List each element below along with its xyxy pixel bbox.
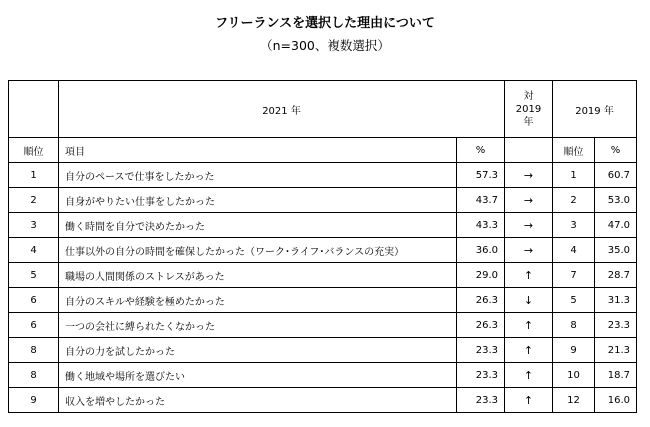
row-item: 働く時間を自分で決めたかった xyxy=(59,213,457,238)
subheader-rank-2019: 順位 xyxy=(553,138,595,163)
table-row xyxy=(9,288,637,313)
table-row xyxy=(9,238,637,263)
header-vs-line1: 対 xyxy=(523,90,534,102)
row-percent-2019: 16.0 xyxy=(595,388,637,413)
row-rank: 1 xyxy=(9,163,59,188)
row-rank: 2 xyxy=(9,188,59,213)
header-vs-line2: 2019 xyxy=(515,103,542,115)
row-rank-2019: 10 xyxy=(553,363,595,388)
row-rank: 6 xyxy=(9,288,59,313)
row-rank: 9 xyxy=(9,388,59,413)
subheader-rank: 順位 xyxy=(9,138,59,163)
table-row xyxy=(9,313,637,338)
header-2021: 2021 年 xyxy=(59,81,505,138)
table-row xyxy=(9,163,637,188)
header-vs-2019 xyxy=(505,81,553,138)
row-item: 働く地域や場所を選びたい xyxy=(59,363,457,388)
row-trend-arrow: ↑ xyxy=(505,363,553,388)
row-rank-2019: 12 xyxy=(553,388,595,413)
row-percent: 43.7 xyxy=(457,188,505,213)
row-percent: 23.3 xyxy=(457,388,505,413)
table-row xyxy=(9,363,637,388)
subheader-percent: % xyxy=(457,138,505,163)
row-percent-2019: 28.7 xyxy=(595,263,637,288)
row-item: 職場の人間関係のストレスがあった xyxy=(59,263,457,288)
row-rank: 3 xyxy=(9,213,59,238)
row-item: 収入を増やしたかった xyxy=(59,388,457,413)
subheader-trend-blank xyxy=(505,138,553,163)
header-blank-cell xyxy=(9,81,59,138)
row-trend-arrow: → xyxy=(505,238,553,263)
row-item: 自分の力を試したかった xyxy=(59,338,457,363)
table-row xyxy=(9,213,637,238)
row-rank: 5 xyxy=(9,263,59,288)
row-rank-2019: 2 xyxy=(553,188,595,213)
row-trend-arrow: ↑ xyxy=(505,338,553,363)
row-percent: 43.3 xyxy=(457,213,505,238)
subheader-percent-2019: % xyxy=(595,138,637,163)
row-trend-arrow: ↓ xyxy=(505,288,553,313)
row-rank: 8 xyxy=(9,363,59,388)
row-percent-2019: 23.3 xyxy=(595,313,637,338)
row-rank-2019: 7 xyxy=(553,263,595,288)
row-item: 仕事以外の自分の時間を確保したかった（ワーク･ライフ･バランスの充実） xyxy=(59,238,457,263)
row-item: 自分のスキルや経験を極めたかった xyxy=(59,288,457,313)
row-percent: 57.3 xyxy=(457,163,505,188)
row-trend-arrow: ↑ xyxy=(505,263,553,288)
row-rank: 8 xyxy=(9,338,59,363)
row-percent-2019: 47.0 xyxy=(595,213,637,238)
row-trend-arrow: ↑ xyxy=(505,313,553,338)
subheader-item: 項目 xyxy=(59,138,457,163)
row-percent: 23.3 xyxy=(457,338,505,363)
row-item: 一つの会社に縛られたくなかった xyxy=(59,313,457,338)
row-percent-2019: 35.0 xyxy=(595,238,637,263)
row-percent: 29.0 xyxy=(457,263,505,288)
page-subtitle: （n=300、複数選択） xyxy=(260,38,390,53)
table-row xyxy=(9,338,637,363)
header-2019: 2019 年 xyxy=(553,81,637,138)
row-rank-2019: 9 xyxy=(553,338,595,363)
row-percent: 36.0 xyxy=(457,238,505,263)
table-row xyxy=(9,263,637,288)
row-percent-2019: 21.3 xyxy=(595,338,637,363)
row-percent: 26.3 xyxy=(457,288,505,313)
row-percent-2019: 31.3 xyxy=(595,288,637,313)
row-item: 自身がやりたい仕事をしたかった xyxy=(59,188,457,213)
row-rank: 4 xyxy=(9,238,59,263)
row-trend-arrow: → xyxy=(505,188,553,213)
row-percent-2019: 53.0 xyxy=(595,188,637,213)
page-title: フリーランスを選択した理由について xyxy=(215,16,435,31)
row-rank-2019: 4 xyxy=(553,238,595,263)
reasons-table xyxy=(8,80,637,413)
row-percent: 23.3 xyxy=(457,363,505,388)
row-rank-2019: 5 xyxy=(553,288,595,313)
table-subheader-row xyxy=(9,138,637,163)
table-row xyxy=(9,188,637,213)
row-trend-arrow: → xyxy=(505,163,553,188)
row-percent-2019: 18.7 xyxy=(595,363,637,388)
row-rank-2019: 8 xyxy=(553,313,595,338)
row-rank-2019: 1 xyxy=(553,163,595,188)
row-percent: 26.3 xyxy=(457,313,505,338)
row-trend-arrow: → xyxy=(505,213,553,238)
row-rank-2019: 3 xyxy=(553,213,595,238)
row-percent-2019: 60.7 xyxy=(595,163,637,188)
row-trend-arrow: ↑ xyxy=(505,388,553,413)
row-item: 自分のペースで仕事をしたかった xyxy=(59,163,457,188)
header-vs-line3: 年 xyxy=(523,116,534,128)
table-header-row xyxy=(9,81,637,138)
row-rank: 6 xyxy=(9,313,59,338)
table-row xyxy=(9,388,637,413)
